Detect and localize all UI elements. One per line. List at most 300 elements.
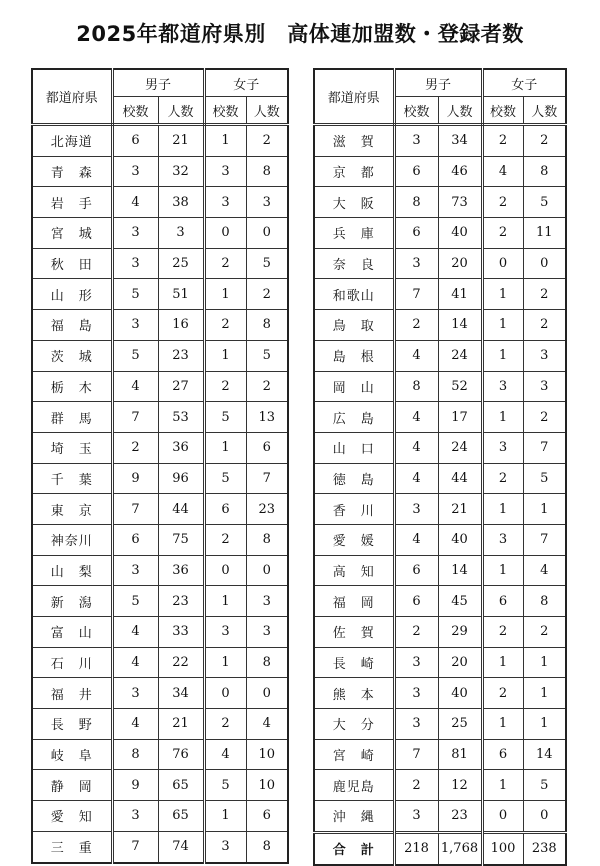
table-row [314, 770, 566, 801]
table-row [32, 463, 288, 494]
female-people-cell: 5 [523, 463, 566, 494]
prefecture-cell: 愛 知 [32, 801, 112, 832]
male-schools-cell: 4 [394, 463, 438, 494]
male-schools-cell: 3 [394, 801, 438, 833]
prefecture-cell: 愛 媛 [314, 524, 394, 555]
header-prefecture: 都道府県 [32, 69, 112, 125]
female-schools-cell: 1 [204, 801, 246, 832]
prefecture-cell: 富 山 [32, 617, 112, 648]
prefecture-cell: 京 都 [314, 156, 394, 187]
total-male-people: 1,768 [438, 832, 482, 864]
female-schools-cell: 1 [204, 279, 246, 310]
table-row [32, 709, 288, 740]
female-people-cell: 5 [523, 187, 566, 218]
female-schools-cell: 4 [482, 156, 523, 187]
header-female-schools: 校数 [482, 97, 523, 125]
prefecture-cell: 岩 手 [32, 187, 112, 218]
table-row [32, 218, 288, 249]
table-row [32, 801, 288, 832]
male-people-cell: 22 [158, 647, 204, 678]
male-schools-cell: 4 [394, 524, 438, 555]
female-people-cell: 3 [523, 371, 566, 402]
female-people-cell: 7 [246, 463, 288, 494]
prefecture-cell: 香 川 [314, 494, 394, 525]
male-people-cell: 23 [158, 586, 204, 617]
female-schools-cell: 2 [482, 463, 523, 494]
male-people-cell: 40 [438, 678, 482, 709]
prefecture-cell: 大 阪 [314, 187, 394, 218]
female-people-cell: 2 [523, 310, 566, 341]
male-schools-cell: 4 [394, 340, 438, 371]
table-row [314, 371, 566, 402]
female-schools-cell: 6 [482, 739, 523, 770]
female-people-cell: 5 [523, 770, 566, 801]
female-people-cell: 6 [246, 801, 288, 832]
prefecture-cell: 北海道 [32, 125, 112, 157]
table-row [32, 187, 288, 218]
prefecture-cell: 宮 崎 [314, 739, 394, 770]
prefecture-cell: 鹿児島 [314, 770, 394, 801]
female-people-cell: 10 [246, 739, 288, 770]
table-row [314, 494, 566, 525]
table-row [314, 248, 566, 279]
female-people-cell: 2 [523, 617, 566, 648]
female-schools-cell: 5 [204, 770, 246, 801]
table-row [32, 402, 288, 433]
male-people-cell: 27 [158, 371, 204, 402]
female-people-cell: 1 [523, 709, 566, 740]
prefecture-cell: 長 野 [32, 709, 112, 740]
female-people-cell: 8 [246, 524, 288, 555]
table-row [32, 494, 288, 525]
male-people-cell: 14 [438, 555, 482, 586]
prefecture-cell: 奈 良 [314, 248, 394, 279]
female-schools-cell: 2 [482, 125, 523, 157]
header-male-people: 人数 [158, 97, 204, 125]
male-schools-cell: 2 [394, 770, 438, 801]
female-schools-cell: 1 [204, 586, 246, 617]
prefecture-cell: 鳥 取 [314, 310, 394, 341]
male-people-cell: 21 [158, 125, 204, 157]
table-row [32, 310, 288, 341]
table-row [314, 463, 566, 494]
female-people-cell: 8 [523, 586, 566, 617]
female-schools-cell: 2 [482, 678, 523, 709]
female-people-cell: 1 [523, 678, 566, 709]
table-row [314, 739, 566, 770]
table-row [32, 831, 288, 862]
header-female: 女子 [204, 69, 288, 97]
female-people-cell: 4 [523, 555, 566, 586]
female-schools-cell: 1 [204, 340, 246, 371]
female-schools-cell: 1 [482, 647, 523, 678]
male-people-cell: 34 [158, 678, 204, 709]
prefecture-cell: 宮 城 [32, 218, 112, 249]
female-schools-cell: 6 [204, 494, 246, 525]
male-schools-cell: 3 [394, 709, 438, 740]
female-schools-cell: 3 [204, 156, 246, 187]
female-schools-cell: 2 [482, 617, 523, 648]
page-title: 2025年都道府県別 高体連加盟数・登録者数 [76, 22, 524, 46]
female-people-cell: 5 [246, 248, 288, 279]
female-people-cell: 2 [523, 125, 566, 157]
female-people-cell: 2 [246, 125, 288, 157]
table-row [314, 709, 566, 740]
male-people-cell: 34 [438, 125, 482, 157]
female-schools-cell: 1 [482, 310, 523, 341]
female-people-cell: 2 [523, 279, 566, 310]
female-schools-cell: 6 [482, 586, 523, 617]
male-people-cell: 24 [438, 340, 482, 371]
female-schools-cell: 1 [482, 709, 523, 740]
female-schools-cell: 0 [204, 678, 246, 709]
female-schools-cell: 1 [482, 402, 523, 433]
male-people-cell: 46 [438, 156, 482, 187]
female-schools-cell: 1 [204, 432, 246, 463]
female-people-cell: 8 [246, 156, 288, 187]
header-female-people: 人数 [246, 97, 288, 125]
prefecture-cell: 新 潟 [32, 586, 112, 617]
male-people-cell: 25 [158, 248, 204, 279]
female-people-cell: 3 [246, 187, 288, 218]
prefecture-cell: 山 口 [314, 432, 394, 463]
female-people-cell: 1 [523, 647, 566, 678]
female-schools-cell: 1 [204, 125, 246, 157]
male-people-cell: 65 [158, 770, 204, 801]
female-people-cell: 10 [246, 770, 288, 801]
male-people-cell: 32 [158, 156, 204, 187]
male-schools-cell: 3 [112, 801, 158, 832]
female-schools-cell: 1 [204, 647, 246, 678]
table-row [314, 801, 566, 833]
table-row [314, 524, 566, 555]
prefecture-cell: 和歌山 [314, 279, 394, 310]
table-row [32, 125, 288, 157]
female-people-cell: 14 [523, 739, 566, 770]
male-people-cell: 20 [438, 248, 482, 279]
female-people-cell: 6 [246, 432, 288, 463]
table-row [314, 340, 566, 371]
female-people-cell: 8 [246, 647, 288, 678]
prefecture-cell: 島 根 [314, 340, 394, 371]
male-schools-cell: 4 [394, 432, 438, 463]
male-schools-cell: 8 [394, 187, 438, 218]
male-schools-cell: 8 [112, 739, 158, 770]
female-people-cell: 23 [246, 494, 288, 525]
female-people-cell: 0 [246, 555, 288, 586]
female-schools-cell: 3 [204, 617, 246, 648]
male-schools-cell: 9 [112, 770, 158, 801]
female-people-cell: 2 [246, 371, 288, 402]
prefecture-cell: 三 重 [32, 831, 112, 862]
prefecture-cell: 福 井 [32, 678, 112, 709]
female-people-cell: 8 [523, 156, 566, 187]
table-row [314, 279, 566, 310]
male-people-cell: 25 [438, 709, 482, 740]
male-people-cell: 36 [158, 432, 204, 463]
prefecture-cell: 石 川 [32, 647, 112, 678]
male-people-cell: 21 [438, 494, 482, 525]
left-table [31, 68, 289, 864]
male-schools-cell: 3 [394, 494, 438, 525]
male-schools-cell: 4 [394, 402, 438, 433]
prefecture-cell: 栃 木 [32, 371, 112, 402]
female-people-cell: 3 [246, 617, 288, 648]
prefecture-cell: 長 崎 [314, 647, 394, 678]
table-row [32, 586, 288, 617]
prefecture-cell: 佐 賀 [314, 617, 394, 648]
prefecture-cell: 高 知 [314, 555, 394, 586]
header-male: 男子 [112, 69, 204, 97]
female-schools-cell: 5 [204, 463, 246, 494]
male-people-cell: 45 [438, 586, 482, 617]
total-female-schools: 100 [482, 832, 523, 864]
female-people-cell: 3 [246, 586, 288, 617]
male-people-cell: 36 [158, 555, 204, 586]
male-people-cell: 44 [158, 494, 204, 525]
female-people-cell: 3 [523, 340, 566, 371]
male-people-cell: 12 [438, 770, 482, 801]
male-people-cell: 65 [158, 801, 204, 832]
table-row [32, 739, 288, 770]
male-schools-cell: 4 [112, 617, 158, 648]
table-row [32, 555, 288, 586]
prefecture-cell: 静 岡 [32, 770, 112, 801]
table-row [32, 678, 288, 709]
male-people-cell: 81 [438, 739, 482, 770]
male-schools-cell: 6 [112, 524, 158, 555]
male-schools-cell: 7 [394, 279, 438, 310]
male-schools-cell: 7 [112, 402, 158, 433]
male-schools-cell: 6 [112, 125, 158, 157]
female-people-cell: 1 [523, 494, 566, 525]
female-schools-cell: 1 [482, 494, 523, 525]
prefecture-cell: 岐 阜 [32, 739, 112, 770]
table-row [32, 770, 288, 801]
male-people-cell: 51 [158, 279, 204, 310]
table-row [32, 279, 288, 310]
female-schools-cell: 2 [204, 248, 246, 279]
female-schools-cell: 5 [204, 402, 246, 433]
prefecture-cell: 岡 山 [314, 371, 394, 402]
male-people-cell: 33 [158, 617, 204, 648]
male-people-cell: 16 [158, 310, 204, 341]
female-schools-cell: 1 [482, 340, 523, 371]
table-row [32, 432, 288, 463]
left-table-body [32, 125, 288, 863]
female-people-cell: 11 [523, 218, 566, 249]
female-schools-cell: 3 [482, 432, 523, 463]
female-people-cell: 7 [523, 432, 566, 463]
female-people-cell: 0 [246, 218, 288, 249]
female-people-cell: 4 [246, 709, 288, 740]
table-row [314, 156, 566, 187]
male-schools-cell: 5 [112, 340, 158, 371]
header-male-schools: 校数 [394, 97, 438, 125]
header-male-schools: 校数 [112, 97, 158, 125]
female-schools-cell: 1 [482, 555, 523, 586]
male-schools-cell: 5 [112, 279, 158, 310]
male-schools-cell: 6 [394, 218, 438, 249]
male-schools-cell: 3 [112, 678, 158, 709]
female-people-cell: 0 [523, 248, 566, 279]
prefecture-cell: 広 島 [314, 402, 394, 433]
total-label: 合 計 [314, 832, 394, 864]
table-row [314, 647, 566, 678]
female-schools-cell: 0 [204, 555, 246, 586]
male-schools-cell: 4 [112, 187, 158, 218]
female-schools-cell: 4 [204, 739, 246, 770]
male-people-cell: 24 [438, 432, 482, 463]
male-schools-cell: 3 [112, 248, 158, 279]
prefecture-cell: 山 梨 [32, 555, 112, 586]
table-row [314, 432, 566, 463]
male-people-cell: 74 [158, 831, 204, 862]
prefecture-cell: 福 岡 [314, 586, 394, 617]
male-schools-cell: 2 [394, 310, 438, 341]
male-schools-cell: 9 [112, 463, 158, 494]
male-people-cell: 29 [438, 617, 482, 648]
male-people-cell: 75 [158, 524, 204, 555]
female-people-cell: 7 [523, 524, 566, 555]
right-table [313, 68, 567, 866]
female-schools-cell: 0 [482, 248, 523, 279]
male-schools-cell: 6 [394, 156, 438, 187]
female-schools-cell: 2 [482, 218, 523, 249]
male-schools-cell: 6 [394, 555, 438, 586]
prefecture-cell: 東 京 [32, 494, 112, 525]
prefecture-cell: 福 島 [32, 310, 112, 341]
female-schools-cell: 1 [482, 770, 523, 801]
female-people-cell: 0 [523, 801, 566, 833]
header-female: 女子 [482, 69, 566, 97]
table-row [32, 647, 288, 678]
table-row [314, 187, 566, 218]
table-row [314, 555, 566, 586]
female-people-cell: 2 [246, 279, 288, 310]
female-schools-cell: 0 [204, 218, 246, 249]
table-row [314, 218, 566, 249]
total-female-people: 238 [523, 832, 566, 864]
female-schools-cell: 2 [204, 371, 246, 402]
male-people-cell: 14 [438, 310, 482, 341]
female-people-cell: 13 [246, 402, 288, 433]
prefecture-cell: 秋 田 [32, 248, 112, 279]
table-row [32, 371, 288, 402]
header-male-people: 人数 [438, 97, 482, 125]
male-schools-cell: 3 [112, 156, 158, 187]
female-schools-cell: 3 [482, 371, 523, 402]
male-schools-cell: 3 [394, 125, 438, 157]
male-schools-cell: 4 [112, 647, 158, 678]
table-row [32, 617, 288, 648]
prefecture-cell: 山 形 [32, 279, 112, 310]
total-row [314, 832, 566, 864]
table-row [32, 248, 288, 279]
male-people-cell: 40 [438, 524, 482, 555]
male-schools-cell: 3 [394, 248, 438, 279]
female-people-cell: 8 [246, 831, 288, 862]
male-schools-cell: 2 [112, 432, 158, 463]
female-schools-cell: 0 [482, 801, 523, 833]
male-schools-cell: 7 [112, 494, 158, 525]
right-table-body [314, 125, 566, 833]
table-row [314, 310, 566, 341]
male-people-cell: 53 [158, 402, 204, 433]
prefecture-cell: 茨 城 [32, 340, 112, 371]
male-schools-cell: 2 [394, 617, 438, 648]
female-schools-cell: 3 [482, 524, 523, 555]
male-schools-cell: 3 [394, 647, 438, 678]
male-schools-cell: 6 [394, 586, 438, 617]
female-schools-cell: 2 [204, 524, 246, 555]
prefecture-cell: 群 馬 [32, 402, 112, 433]
table-row [32, 340, 288, 371]
prefecture-cell: 兵 庫 [314, 218, 394, 249]
total-male-schools: 218 [394, 832, 438, 864]
table-row [314, 678, 566, 709]
male-schools-cell: 3 [112, 218, 158, 249]
male-schools-cell: 3 [394, 678, 438, 709]
male-people-cell: 44 [438, 463, 482, 494]
male-people-cell: 52 [438, 371, 482, 402]
header-female-people: 人数 [523, 97, 566, 125]
male-schools-cell: 5 [112, 586, 158, 617]
male-people-cell: 3 [158, 218, 204, 249]
male-schools-cell: 3 [112, 555, 158, 586]
male-people-cell: 73 [438, 187, 482, 218]
table-row [314, 617, 566, 648]
male-people-cell: 20 [438, 647, 482, 678]
male-people-cell: 17 [438, 402, 482, 433]
female-schools-cell: 3 [204, 831, 246, 862]
prefecture-cell: 大 分 [314, 709, 394, 740]
prefecture-cell: 千 葉 [32, 463, 112, 494]
male-schools-cell: 7 [112, 831, 158, 862]
male-schools-cell: 8 [394, 371, 438, 402]
male-schools-cell: 4 [112, 709, 158, 740]
prefecture-cell: 青 森 [32, 156, 112, 187]
header-prefecture: 都道府県 [314, 69, 394, 125]
table-row [314, 402, 566, 433]
male-people-cell: 96 [158, 463, 204, 494]
male-people-cell: 38 [158, 187, 204, 218]
female-people-cell: 0 [246, 678, 288, 709]
table-row [32, 156, 288, 187]
prefecture-cell: 沖 縄 [314, 801, 394, 833]
female-people-cell: 2 [523, 402, 566, 433]
female-schools-cell: 2 [482, 187, 523, 218]
male-people-cell: 23 [438, 801, 482, 833]
male-schools-cell: 4 [112, 371, 158, 402]
female-schools-cell: 2 [204, 709, 246, 740]
table-row [314, 586, 566, 617]
header-male: 男子 [394, 69, 482, 97]
female-schools-cell: 3 [204, 187, 246, 218]
male-people-cell: 76 [158, 739, 204, 770]
prefecture-cell: 徳 島 [314, 463, 394, 494]
female-schools-cell: 1 [482, 279, 523, 310]
male-schools-cell: 3 [112, 310, 158, 341]
male-schools-cell: 7 [394, 739, 438, 770]
prefecture-cell: 滋 賀 [314, 125, 394, 157]
prefecture-cell: 熊 本 [314, 678, 394, 709]
female-schools-cell: 2 [204, 310, 246, 341]
prefecture-cell: 神奈川 [32, 524, 112, 555]
table-row [32, 524, 288, 555]
header-female-schools: 校数 [204, 97, 246, 125]
female-people-cell: 8 [246, 310, 288, 341]
